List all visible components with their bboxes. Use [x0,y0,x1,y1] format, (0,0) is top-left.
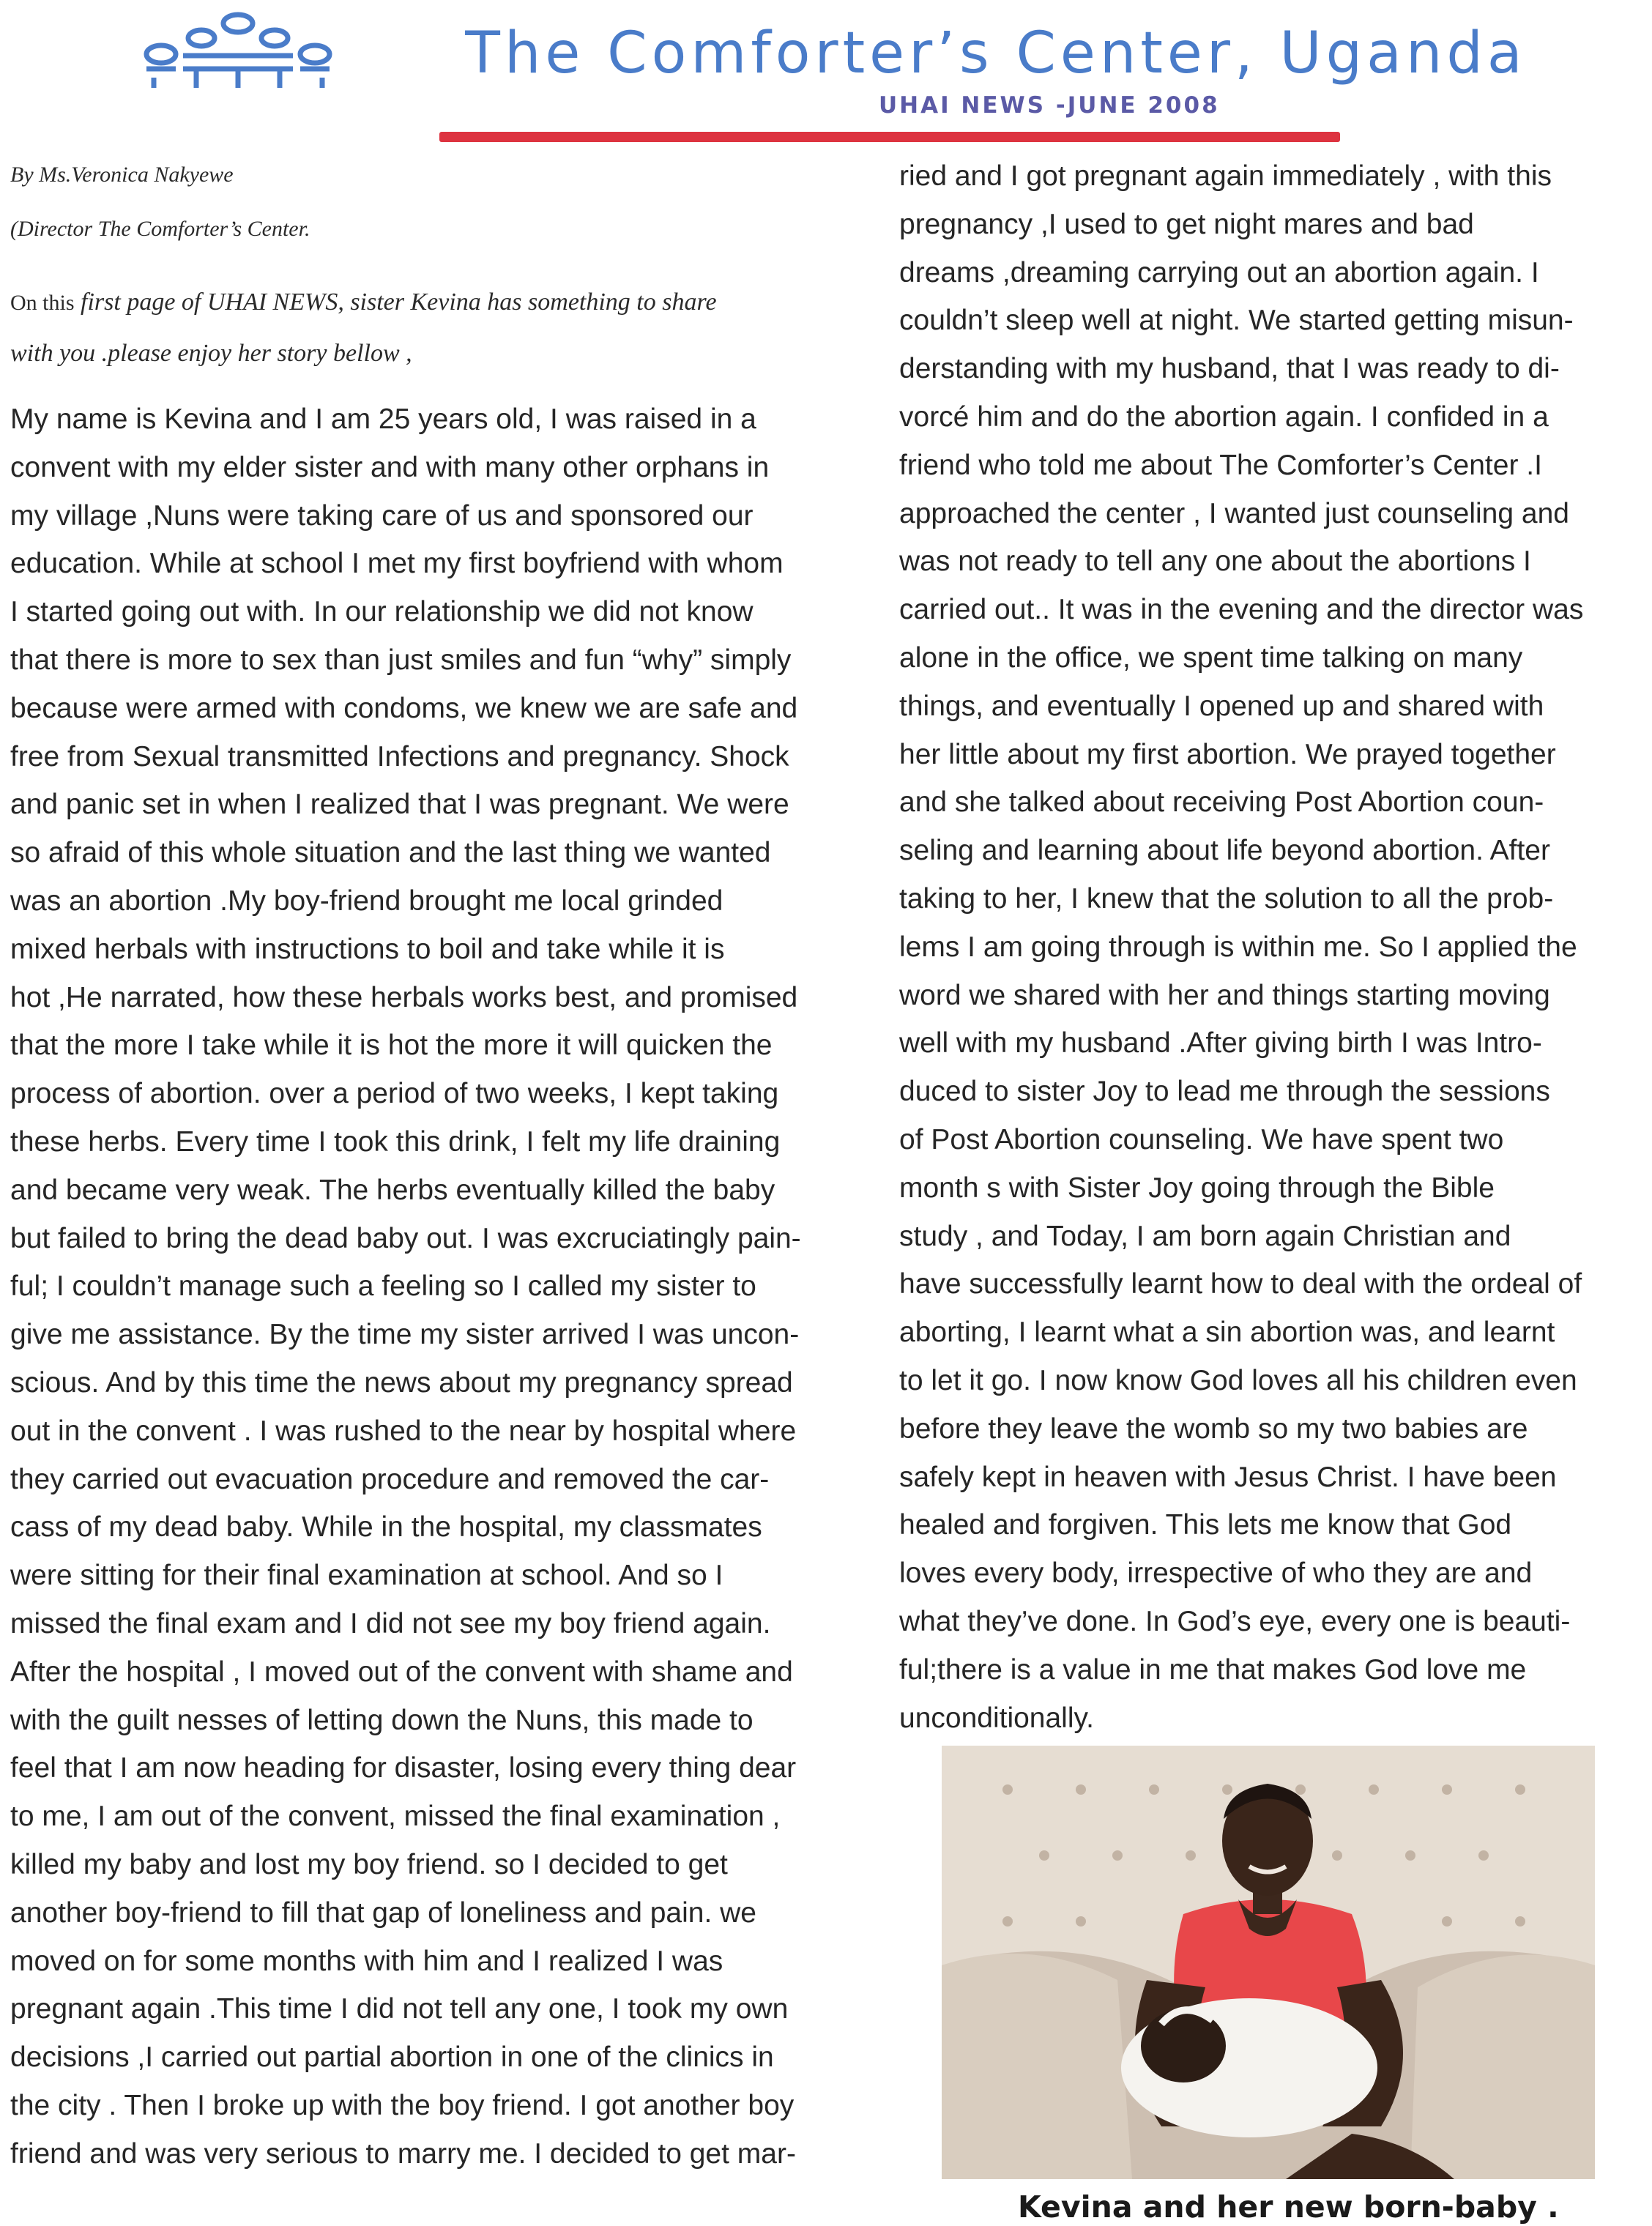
author-role: (Director The Comforter’s Center. [10,217,310,241]
article-line: were sitting for their final examination at school. And so I [10,1560,723,1592]
article-line: ried and I got pregnant again immediately , with this [899,160,1552,192]
article-line: mixed herbals with instructions to boil and take while it is [10,933,725,965]
article-line: these herbs. Every time I took this drink, I felt my life draining [10,1125,781,1158]
article-line: ful; I couldn’t manage such a feeling so I called my sister to [10,1270,756,1303]
photo-caption: Kevina and her new born-baby . [1018,2189,1559,2225]
article-line: unconditionally. [899,1702,1094,1734]
article-line: that the more I take while it is hot the more it will quicken the [10,1030,773,1062]
article-line: the city . Then I broke up with the boy friend. I got another boy [10,2089,795,2121]
article-line: pregnancy ,I used to get night mares and bad [899,208,1474,240]
article-line: alone in the office, we spent time talking on many [899,641,1523,674]
article-line: cass of my dead baby. While in the hospital, my classmates [10,1511,762,1544]
article-line: education. While at school I met my first boyfriend with whom [10,548,784,580]
intro-lead: On this [10,291,75,315]
article-line: another boy-friend to fill that gap of loneliness and pain. we [10,1896,756,1929]
article-line: dreams ,dreaming carrying out an abortion again. I [899,256,1539,289]
article-line: carried out.. It was in the evening and the director was [899,594,1584,626]
article-line: but failed to bring the dead baby out. I was excruciatingly pain- [10,1222,801,1254]
intro-text: first page of UHAI NEWS, sister Kevina has something to share [81,289,717,316]
article-line: word we shared with her and things starting moving [899,979,1550,1011]
article-right-column [899,152,1652,1742]
article-line: vorcé him and do the abortion again. I confided in a [899,401,1549,433]
article-line: scious. And by this time the news about my pregnancy spread [10,1366,793,1399]
article-line: killed my baby and lost my boy friend. so I decided to get [10,1848,728,1880]
article-line: loves every body, irrespective of who they are and [899,1557,1533,1590]
article-line: process of abortion. over a period of two weeks, I kept taking [10,1078,779,1110]
header-divider [439,132,1340,142]
article-line: ful;there is a value in me that makes God love me [899,1653,1527,1686]
article-line: aborting, I learnt what a sin abortion was, and learnt [899,1317,1555,1349]
people-around-table-logo-icon [132,10,344,91]
article-line: and panic set in when I realized that I was pregnant. We were [10,789,789,821]
article-line: taking to her, I knew that the solution to all the prob- [899,882,1554,915]
article-line: because were armed with condoms, we knew we are safe and [10,692,798,724]
article-line: to let it go. I now know God loves all his children even [899,1364,1577,1396]
article-line: of Post Abortion counseling. We have spent two [899,1123,1504,1155]
article-line: moved on for some months with him and I realized I was [10,1945,723,1977]
article-line: I started going out with. In our relationship we did not know [10,596,754,628]
article-line: they carried out evacuation procedure and removed the car- [10,1463,770,1495]
mother-and-baby-photo [942,1746,1595,2179]
issue-subtitle: UHAI NEWS -JUNE 2008 [879,92,1220,119]
article-line: derstanding with my husband, that I was ready to di- [899,353,1560,385]
article-line: After the hospital , I moved out of the convent with shame and [10,1656,793,1688]
article-line: lems I am going through is within me. So I applied the [899,931,1577,963]
article-line: feel that I am now heading for disaster, losing every thing dear [10,1752,797,1784]
article-line: was an abortion .My boy-friend brought me local grinded [10,885,723,917]
article-line: and she talked about receiving Post Abortion coun- [899,786,1544,819]
article-line: her little about my first abortion. We prayed together [899,738,1556,770]
article-line: decisions ,I carried out partial abortion in one of the clinics in [10,2041,774,2074]
article-line: duced to sister Joy to lead me through the sessions [899,1076,1550,1108]
intro-note [10,277,874,379]
newsletter-title: The Comforter’s Center, Uganda [465,21,1527,86]
article-line: missed the final exam and I did not see my boy friend again. [10,1607,771,1639]
article-line: healed and forgiven. This lets me know that God [899,1509,1512,1541]
article-line: so afraid of this whole situation and the last thing we wanted [10,837,771,869]
article-line: convent with my elder sister and with many other orphans in [10,451,770,483]
intro-text-line-2: with you .please enjoy her story bellow , [10,340,412,367]
article-line: before they leave the womb so my two babies are [899,1412,1528,1445]
article-line: hot ,He narrated, how these herbals works best, and promised [10,981,798,1013]
article-line: seling and learning about life beyond abortion. After [899,835,1550,867]
article-line: out in the convent . I was rushed to the near by hospital where [10,1415,797,1447]
article-line: what they’ve done. In God’s eye, every one is beauti- [899,1605,1571,1637]
article-line: my village ,Nuns were taking care of us and sponsored our [10,499,754,532]
author-byline: By Ms.Veronica Nakyewe [10,163,234,187]
article-line: have successfully learnt how to deal with the ordeal of [899,1268,1582,1300]
article-line: things, and eventually I opened up and shared with [899,690,1544,722]
article-line: give me assistance. By the time my sister arrived I was uncon- [10,1319,800,1351]
article-line: couldn’t sleep well at night. We started getting misun- [899,305,1574,337]
article-line: was not ready to tell any one about the abortions I [899,546,1531,578]
article-line: approached the center , I wanted just counseling and [899,497,1569,529]
article-line: with the guilt nesses of letting down the Nuns, this made to [10,1704,754,1736]
article-line: and became very weak. The herbs eventually killed the baby [10,1174,775,1206]
article-line: friend who told me about The Comforter’s Center .I [899,449,1542,481]
article-line: that there is more to sex than just smiles and fun “why” simply [10,644,792,676]
article-left-column [10,395,876,2178]
article-line: pregnant again .This time I did not tell any one, I took my own [10,1993,789,2025]
article-line: study , and Today, I am born again Christian and [899,1220,1511,1252]
article-line: to me, I am out of the convent, missed the final examination , [10,1801,781,1833]
article-line: free from Sexual transmitted Infections and pregnancy. Shock [10,740,789,773]
article-line: friend and was very serious to marry me. I decided to get mar- [10,2137,796,2170]
article-line: well with my husband .After giving birth I was Intro- [899,1027,1542,1060]
article-line: safely kept in heaven with Jesus Christ. I have been [899,1461,1557,1493]
article-line: month s with Sister Joy going through the Bible [899,1172,1495,1204]
article-line: My name is Kevina and I am 25 years old, I was raised in a [10,403,756,435]
